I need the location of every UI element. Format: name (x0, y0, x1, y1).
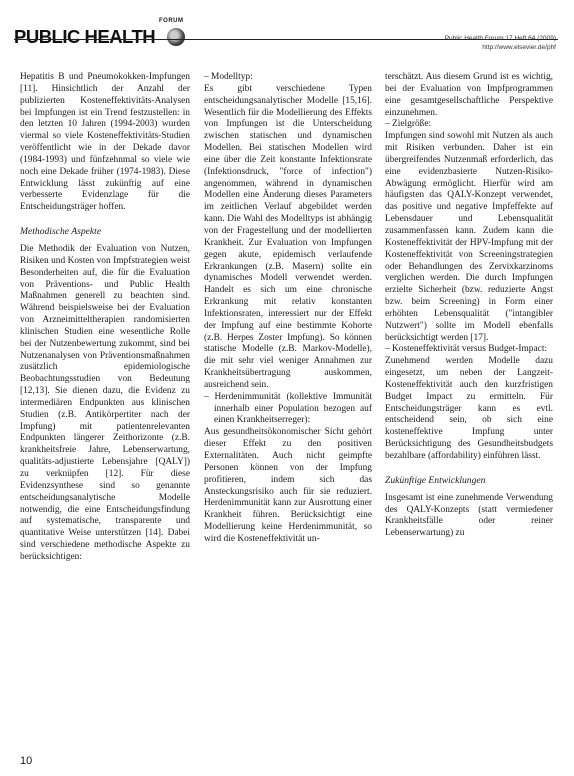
journal-masthead (14, 18, 194, 58)
logo-globe-icon (167, 28, 185, 46)
paragraph: Impfungen sind sowohl mit Nutzen als auch mit Risiken verbunden. Daher ist ein übergreifendes Nutzenmaß erforderlich, das eine evidenzbasierte Nutzen-Risiko-Abwägung ermöglicht. Hierfür wird am häufigsten das QALY-Konzept verwendet, das positive und negative Impfeffekte auf Lebensdauer und Lebensqualität zusammenfassen kann. Zudem kann die Kosteneffektivität der HPV-Impfung mit der Kosteneffektivität von Screeningstrategien oder Behandlungen des Zervixkarzinoms verglichen werden. Die durch Impfungen erzielte Sicherheit (bzw. reduzierte Angst bzw. beim Screening) in Form einer erhöhten Lebensqualität ("intangibler Nutzwert") sollte im Modell ebenfalls berücksichtigt werden [17]. (385, 131, 553, 343)
paragraph: Zunehmend werden Modelle dazu eingesetzt, um neben der Langzeit-Kosteneffektivität auch den kurzfristigen Budget Impact zu ermitteln. Für Entscheidungsträger kann es evtl. entscheidend sein, ob sich eine kosteneffektive Impfung unter Berücksichtigung des Gesundheitsbudgets bezahlbare (affordability) einführen lässt. (385, 356, 553, 461)
paragraph: Aus gesundheitsökonomischer Sicht gehört dieser Effekt zu den positiven Externalitäten. Auch nicht geimpfte Personen können von der Impfung profitieren, indem sich das Ansteckungsrisiko auch für sie reduziert. Herdenimmunität kann zur Ausrottung einer Krankheit führen. Berücksichtigt eine Modellierung keine Herdenimmunität, so wird die Kosteneffektivität un- (204, 427, 372, 544)
page-number: 10 (20, 755, 33, 767)
bullet-heading: – Kosteneffektivität versus Budget-Impact: (385, 344, 548, 355)
paragraph: Insgesamt ist eine zunehmende Verwendung des QALY-Konzepts (statt vermiedener Krankheitsfälle oder reiner Lebenserwartung) zu (385, 492, 553, 539)
publication-info (445, 34, 556, 52)
logo-forum-label: FORUM (159, 18, 184, 24)
header-rule (14, 39, 558, 40)
text-column-1 (20, 72, 190, 564)
bullet-heading: – Modelltyp: (204, 72, 253, 82)
paragraph: terschätzt. Aus diesem Grund ist es wichtig, bei der Evaluation von Impfprogrammen eine gesamtgesellschaftliche Perspektive einzunehmen. (385, 72, 553, 118)
bullet-heading: – Zielgröße: (385, 119, 432, 130)
section-heading: Zukünftige Entwicklungen (385, 474, 486, 486)
journal-logo: PUBLIC HEALTH (14, 26, 156, 47)
section-heading: Methodische Aspekte (20, 226, 102, 238)
paragraph: Die Methodik der Evaluation von Nutzen, Risiken und Kosten von Impfstrategien weist Besonderheiten auf, die für die Evaluation von Präventions- und Public Health Maßnahmen generell zu beachten sind. Während beispielsweise bei der Evaluation von Arzneimitteltherapien randomisierten klinischen Studien eine wesentliche Rolle bei der Nutzenbewertung zukommt, sind bei Nutzenanalysen von Präventionsmaßnahmen zusätzlich epidemiologische Beobachtungsstudien von Bedeutung [12,13]. Sie dienen dazu, die Evidenz zu intermediären Endpunkten aus klinischen Studien (z.B. Antikörpertiter nach der Impfung) mit patientenrelevanten Endpunkten längerer Zeithorizonte (z.B. krankheitsfreie Jahre, Lebenserwartung, qualitäts-adjustierte Lebensjahre [QALY]) zu verknüpfen [12]. Für diese Evidenzsynthese sind so genannte entscheidungsanalytische Modelle notwendig, die eine Entscheidungsfindung auf systematische, transparente und quantitative Weise unterstützen [14]. Dabei sind verschiedene methodische Aspekte zu berücksichtigen: (20, 243, 190, 562)
paragraph: Es gibt verschiedene Typen entscheidungsanalytischer Modelle [15,16]. Wesentlich für die Modellierung des Effekts von Impfungen ist die Unterscheidung zwischen statischen und dynamischen Modellen. Bei statischen Modellen wird eine über die Zeit konstante Infektionsrate (Infektionsdruck, "force of infection") angenommen, während in dynamischen Modellen eine Änderung dieses Parameters im zeitlichen Verlauf abgebildet werden kann. Die Wahl des Modelltyps ist abhängig von der Fragestellung und der modellierten Krankheit. Zur Evaluation von Impfungen gegen akute, epidemisch verlaufende Erkrankungen (z.B. Masern) sollte ein dynamisches Modell verwendet werden. Handelt es sich um eine chronische Erkrankung mit relativ konstanten Infektionsraten, interessiert nur der Effekt der Impfung auf eine bestimmte Kohorte (z.B. Herpes Zoster Impfung). So können statische Modelle (z.B. Markov-Modelle), die mit sehr viel weniger Annahmen zur Krankheitsübertragung auskommen, ausreichend sein. (204, 83, 372, 390)
text-column-3 (385, 72, 553, 540)
text-column-2 (204, 72, 372, 546)
journal-url: http://www.elsevier.de/phf (482, 44, 556, 51)
bullet-heading: – Herdenimmunität (kollektive Immunität innerhalb einer Population bezogen auf einen Krankheitserreger): (204, 391, 372, 426)
paragraph: Hepatitis B und Pneumokokken-Impfungen [11]. Hinsichtlich der Anzahl der publizierten Kosteneffektivitäts-Analysen bei Impfungen ist ein Trend festzustellen: in den letzten 10 Jahren (1994-2003) wurden viermal so viele Kosteneffektivitäts-Studien veröffentlicht wie in der Dekade davor (1984-1993) und fünfzehnmal so viele wie noch eine Dekade früher (1974-1983). Diese Entwicklung lässt zukünftig auf eine verbesserte Evidenzlage für die Entscheidungsträger hoffen. (20, 72, 190, 213)
journal-citation: Public Health Forum 17 Heft 64 (2009) (444, 35, 556, 42)
